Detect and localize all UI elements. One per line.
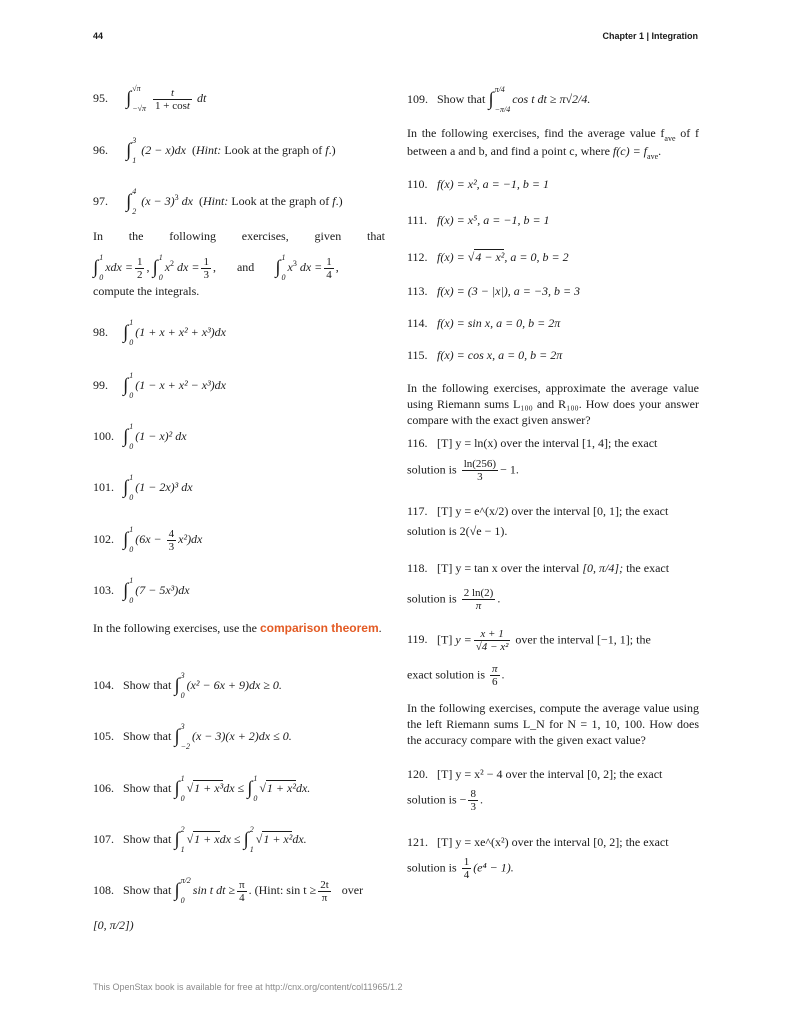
exercise-104: 104. Show that ∫3 0(x² − 6x + 9)dx ≥ 0.	[93, 671, 282, 700]
right-column	[407, 0, 699, 1000]
exercise-109: 109. Show that ∫π/4 −π/4cos t dt ≥ π√2/4.	[407, 85, 591, 114]
integral-sign: ∫	[126, 87, 132, 109]
exercise-113: 113. f(x) = (3 − |x|), a = −3, b = 3	[407, 284, 581, 298]
intro-compute: compute the integrals.	[93, 284, 200, 298]
exercise-110: 110. f(x) = x², a = −1, b = 1	[407, 177, 549, 191]
intro-average-value: In the following exercises, find the average value $f_{ave}$ of f between a and b, and find a point c, where $f(c) = f_{ave}$.	[407, 126, 699, 161]
exercise-119-solution: exact solution is $\frac{\pi}{6}$ .	[407, 663, 505, 688]
exercise-108-interval: [0, π/2])	[93, 918, 134, 932]
exercise-116: 116. [T] y = ln(x) over the interval [1, 4]; the exact	[407, 436, 658, 450]
page-number: 44	[93, 31, 104, 41]
chapter-header: Chapter 1 | Integration	[602, 31, 698, 41]
intro-riemann: In the following exercises, approximate the average value using Riemann sums L₁₀₀ and R₁₀₀. How does your answer compare with the exact given answer?	[407, 381, 699, 427]
exercise-120-solution: solution is − $\frac{8}{3}$ .	[407, 788, 483, 813]
exercise-121: 121. [T] y = xe^(x²) over the interval [0, 2]; the exact	[407, 835, 669, 849]
exercise-117-solution: solution is 2(√e − 1).	[407, 524, 508, 538]
exercise-119: 119. [T] y = $\frac{x + 1}{\text{√4 − x²}}$ over the interval [−1, 1]; the	[407, 628, 651, 653]
exercise-96: 96. ∫3 1 (2 − x)dx (Hint: Look at the graph of f.)	[93, 136, 336, 165]
exercise-116-solution: solution is $\frac{\ln(256)}{3}$ − 1.	[407, 458, 519, 483]
exercise-107: 107. Show that ∫2 1√1 + xdx ≤ ∫2 1√1 + x²dx.	[93, 825, 307, 854]
exercise-115: 115. f(x) = cos x, a = 0, b = 2π	[407, 348, 563, 362]
footer-attribution: This OpenStax book is available for free at http://cnx.org/content/col11965/1.2	[93, 982, 403, 992]
exercise-98: 98. ∫1 0(1 + x + x² + x³)dx	[93, 318, 227, 347]
intro-comparison: In the following exercises, use the comparison theorem.	[93, 621, 382, 635]
exercise-120: 120. [T] y = x² − 4 over the interval [0, 2]; the exact	[407, 767, 663, 781]
exercise-112: 112. f(x) = √4 − x², a = 0, b = 2	[407, 250, 569, 264]
intro-given: In the following exercises, given that	[93, 229, 385, 243]
exercise-100: 100. ∫1 0(1 − x)² dx	[93, 422, 187, 451]
exercise-111: 111. f(x) = x⁵, a = −1, b = 1	[407, 213, 550, 227]
exercise-117: 117. [T] y = e^(x/2) over the interval [0, 1]; the exact	[407, 504, 669, 518]
exercise-103: 103. ∫1 0(7 − 5x³)dx	[93, 576, 190, 605]
exercise-97: 97. ∫4 2 $(x - 3)^3$ dx (Hint: Look at the graph of f.)	[93, 187, 343, 216]
exercise-118: 118. [T] y = tan x over the interval [0, π/4]; the exact	[407, 561, 670, 575]
given-integrals: ∫1 0xdx = $\frac{1}{2}$ , ∫1 $0x^2$ dx = $\frac{1}{3}$ , and ∫1 $0x^3$ dx = $\frac{1}{4}$ ,	[93, 253, 339, 282]
exercise-106: 106. Show that ∫1 0√1 + x³dx ≤ ∫1 0√1 + x²dx.	[93, 774, 311, 803]
exercise-114: 114. f(x) = sin x, a = 0, b = 2π	[407, 316, 561, 330]
exercise-108: 108. Show that ∫π/2 0sin t dt ≥ $\frac{\pi}{4}$ . (Hint: sin t ≥ $\frac{2t}{\pi}$ over	[93, 876, 364, 905]
exercise-102: 102. ∫1 0(6x − $\frac{4}{3}$ x²)dx	[93, 525, 203, 554]
exercise-118-solution: solution is $\frac{2 \ln(2)}{\pi}$ .	[407, 587, 501, 612]
left-column	[93, 0, 385, 1000]
exercise-105: 105. Show that ∫3 −2(x − 3)(x + 2)dx ≤ 0.	[93, 722, 292, 751]
exercise-99: 99. ∫1 0(1 − x + x² − x³)dx	[93, 371, 227, 400]
exercise-121-solution: solution is $\frac{1}{4}$ (e⁴ − 1).	[407, 856, 514, 881]
comparison-theorem-link[interactable]: comparison theorem	[259, 621, 379, 635]
exercise-95: 95. ∫√π −√π $\frac{t}{1 + \cos t}$ dt	[93, 84, 207, 113]
intro-left-riemann: In the following exercises, compute the average value using the left Riemann sums L_N for N = 1, 10, 100. How does the accuracy compare with the given exact value?	[407, 701, 699, 747]
exercise-101: 101. ∫1 0(1 − 2x)³ dx	[93, 473, 193, 502]
